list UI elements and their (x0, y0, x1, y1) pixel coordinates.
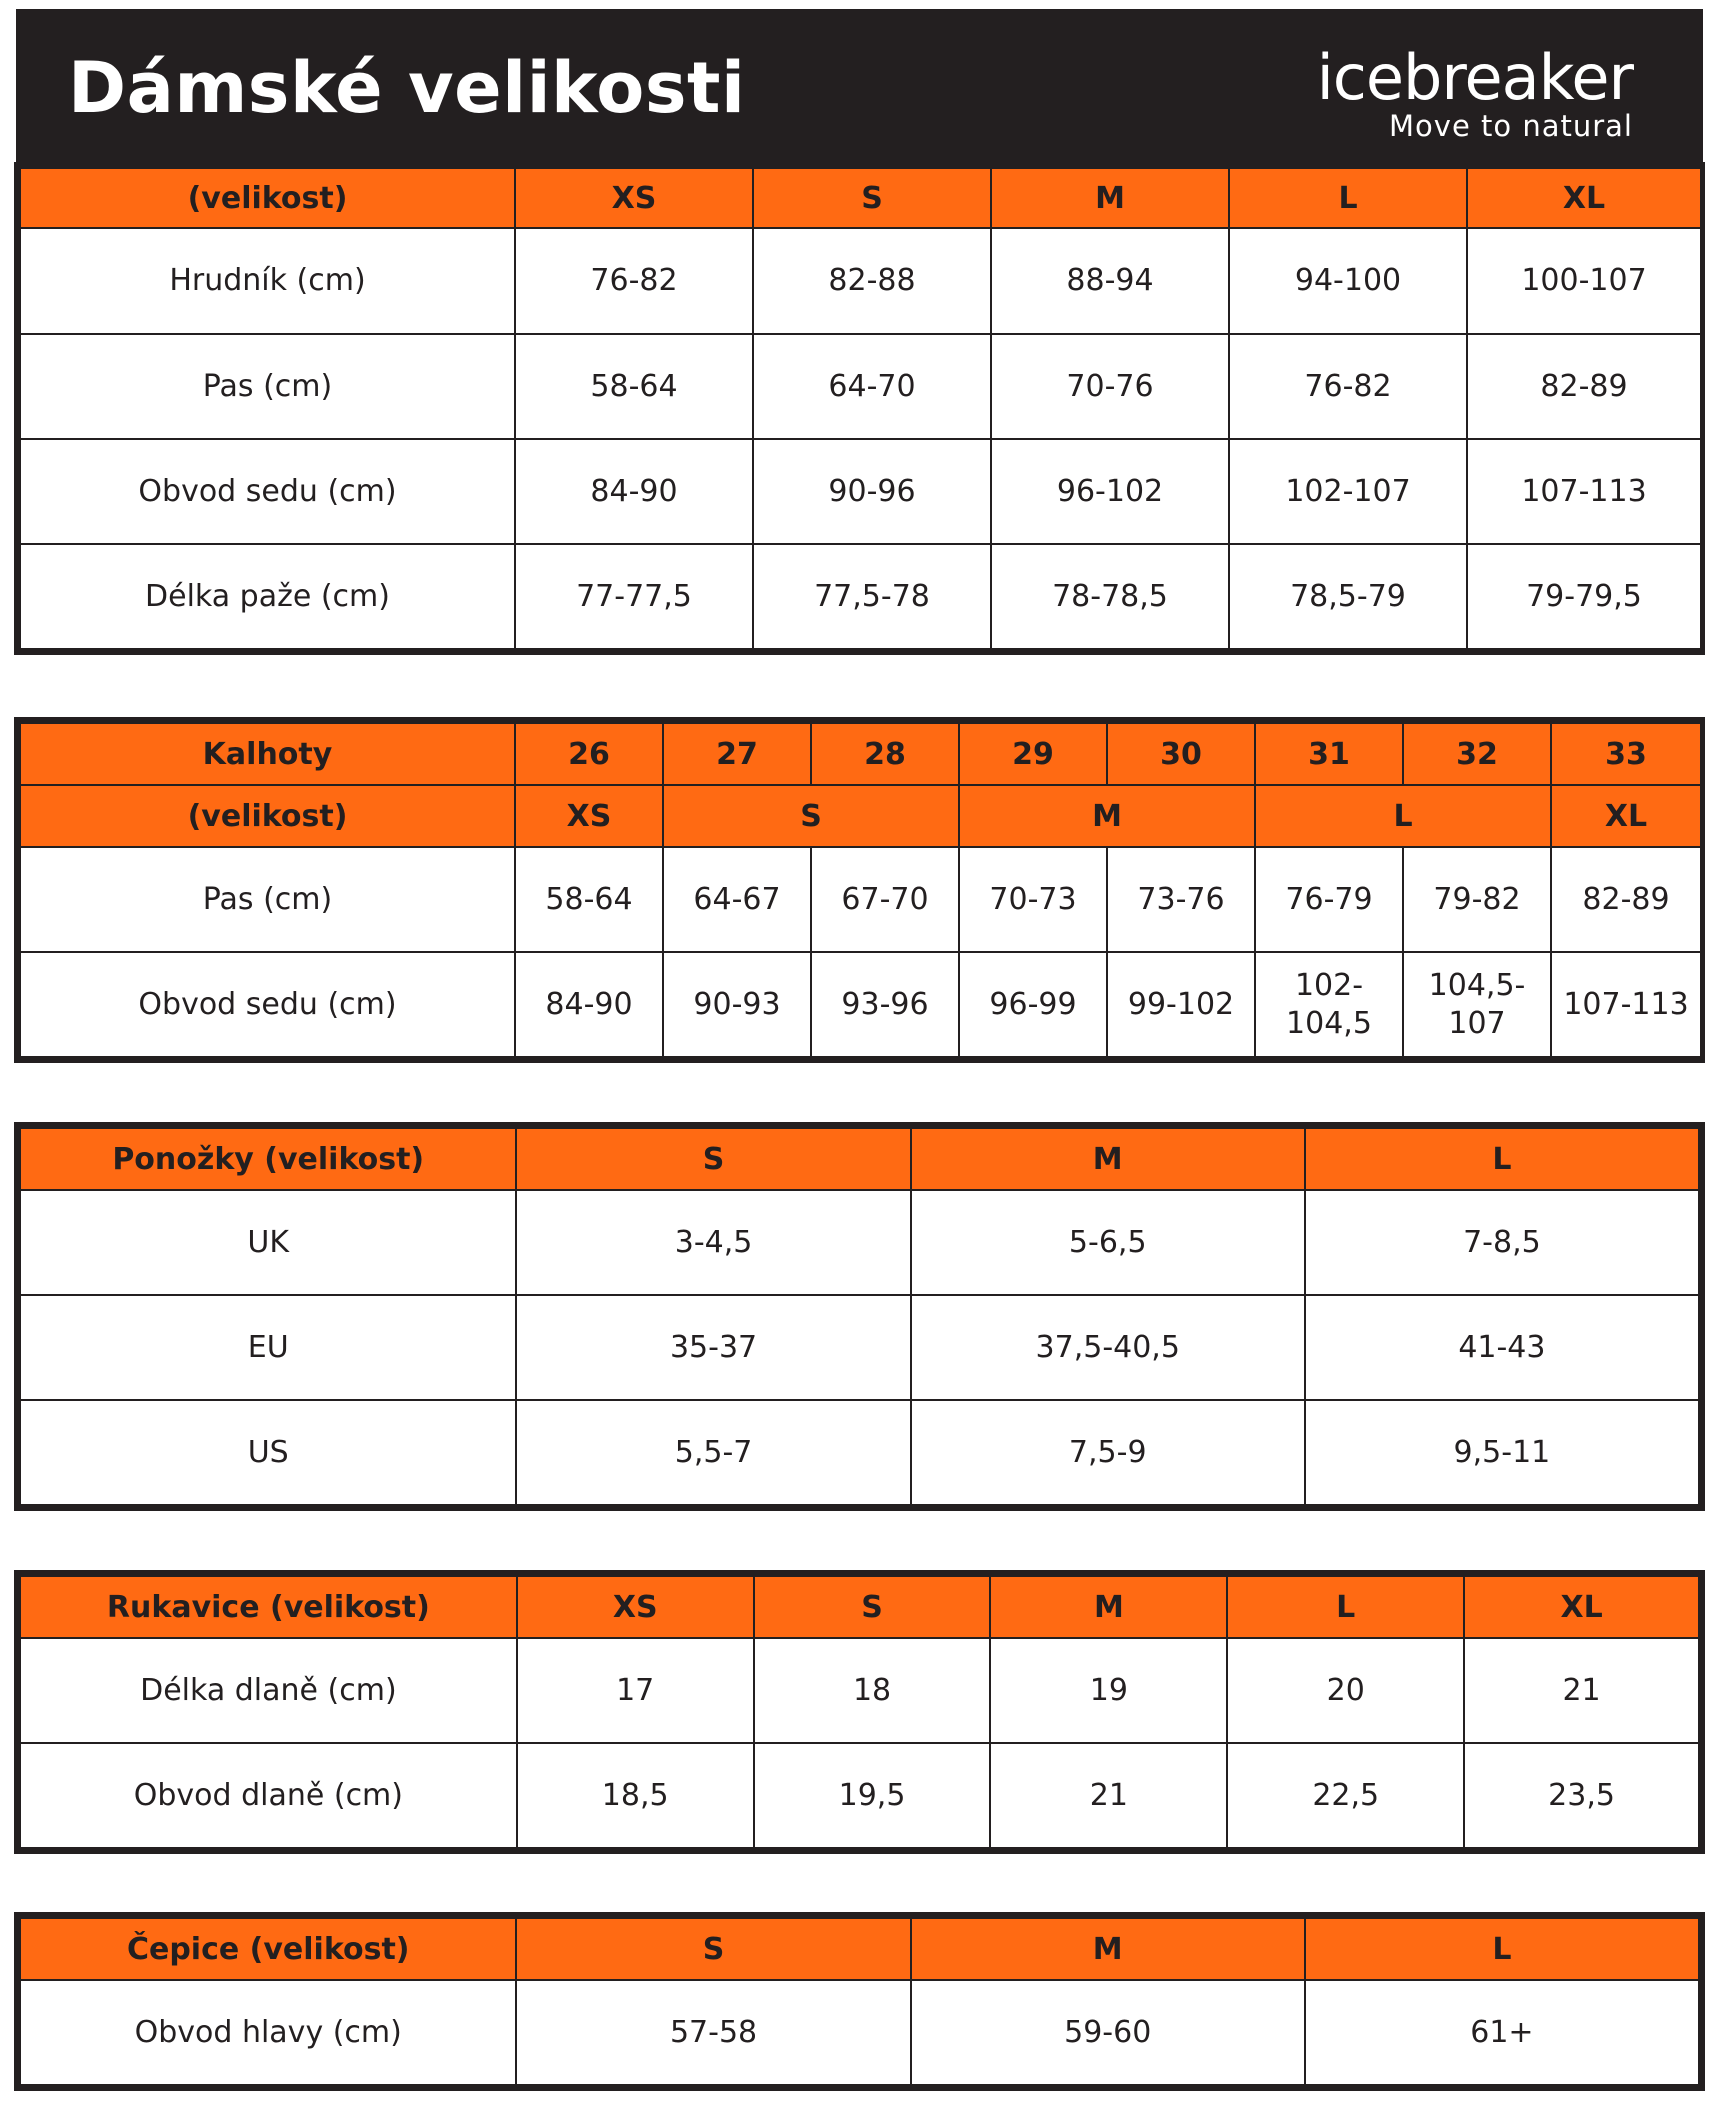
header-cell: M (990, 1576, 1227, 1638)
header-cell: S (753, 168, 991, 228)
row-label: EU (20, 1295, 516, 1400)
header-cell: XS (515, 168, 753, 228)
header-cell: S (754, 1576, 991, 1638)
brand-name: icebreaker (1316, 41, 1633, 114)
header-cell: S (516, 1128, 910, 1190)
table-cell: 76-82 (1229, 334, 1467, 439)
header-cell: 28 (811, 723, 959, 785)
table-cell: 61+ (1305, 1980, 1699, 2085)
header-cell: Kalhoty (20, 723, 515, 785)
row-label: Obvod hlavy (cm) (20, 1980, 516, 2085)
table-cell: 82-88 (753, 228, 991, 334)
table-row (20, 544, 1701, 649)
table-cell: 21 (990, 1743, 1227, 1848)
header-cell: S (663, 785, 959, 847)
table-cell: 90-96 (753, 439, 991, 544)
header-cell: L (1227, 1576, 1464, 1638)
row-label: Obvod dlaně (cm) (20, 1743, 517, 1848)
page-title: Dámské velikosti (68, 47, 746, 129)
table-row (20, 952, 1701, 1057)
header-cell: 26 (515, 723, 663, 785)
header-cell: M (911, 1128, 1305, 1190)
table-row (20, 1980, 1699, 2085)
table-cell: 107-113 (1467, 439, 1701, 544)
gloves-size-table (14, 1570, 1705, 1854)
table-cell: 79-82 (1403, 847, 1551, 952)
row-label: US (20, 1400, 516, 1505)
row-label: Obvod sedu (cm) (20, 952, 515, 1057)
header-cell: M (991, 168, 1229, 228)
header-cell: Čepice (velikost) (20, 1918, 516, 1980)
table-cell: 19,5 (754, 1743, 991, 1848)
row-label: Hrudník (cm) (20, 228, 515, 334)
header-cell: Rukavice (velikost) (20, 1576, 517, 1638)
header-cell: 32 (1403, 723, 1551, 785)
header-cell: 30 (1107, 723, 1255, 785)
row-label: Pas (cm) (20, 847, 515, 952)
table-cell: 70-73 (959, 847, 1107, 952)
table-row (20, 1400, 1699, 1505)
table-cell: 20 (1227, 1638, 1464, 1743)
table-header-row (20, 1918, 1699, 1980)
header-cell: L (1229, 168, 1467, 228)
table-cell: 93-96 (811, 952, 959, 1057)
table-cell: 18 (754, 1638, 991, 1743)
table-cell: 78-78,5 (991, 544, 1229, 649)
header-cell: XS (515, 785, 663, 847)
table-row (20, 1638, 1699, 1743)
table-cell: 58-64 (515, 334, 753, 439)
table-cell: 21 (1464, 1638, 1699, 1743)
table-cell: 76-82 (515, 228, 753, 334)
header-cell: L (1255, 785, 1551, 847)
table-cell: 67-70 (811, 847, 959, 952)
table-cell: 3-4,5 (516, 1190, 910, 1295)
table-cell: 64-70 (753, 334, 991, 439)
table-cell: 19 (990, 1638, 1227, 1743)
table-cell: 9,5-11 (1305, 1400, 1699, 1505)
table-cell: 78,5-79 (1229, 544, 1467, 649)
header-cell: Ponožky (velikost) (20, 1128, 516, 1190)
header-cell: S (516, 1918, 910, 1980)
header-cell: XS (517, 1576, 754, 1638)
table-cell: 102- 104,5 (1255, 952, 1403, 1057)
table-cell: 35-37 (516, 1295, 910, 1400)
table-cell: 104,5- 107 (1403, 952, 1551, 1057)
table-cell: 64-67 (663, 847, 811, 952)
table-cell: 37,5-40,5 (911, 1295, 1305, 1400)
header-cell: 27 (663, 723, 811, 785)
brand-logo (1316, 41, 1633, 143)
table-cell: 100-107 (1467, 228, 1701, 334)
table-row (20, 1743, 1699, 1848)
header-cell: XL (1551, 785, 1701, 847)
table-row (20, 1295, 1699, 1400)
header-cell: M (959, 785, 1255, 847)
table-cell: 102-107 (1229, 439, 1467, 544)
socks-size-table (14, 1122, 1705, 1511)
table-cell: 76-79 (1255, 847, 1403, 952)
table-header-row (20, 168, 1701, 228)
brand-tagline: Move to natural (1389, 109, 1633, 143)
table-cell: 99-102 (1107, 952, 1255, 1057)
table-header-row (20, 723, 1701, 785)
table-header-row (20, 1576, 1699, 1638)
header-cell: L (1305, 1918, 1699, 1980)
table-row (20, 439, 1701, 544)
table-cell: 17 (517, 1638, 754, 1743)
table-cell: 5,5-7 (516, 1400, 910, 1505)
row-label: Délka paže (cm) (20, 544, 515, 649)
row-label: Obvod sedu (cm) (20, 439, 515, 544)
table-cell: 77-77,5 (515, 544, 753, 649)
table-cell: 107-113 (1551, 952, 1701, 1057)
header-cell: M (911, 1918, 1305, 1980)
table-cell: 90-93 (663, 952, 811, 1057)
table-cell: 58-64 (515, 847, 663, 952)
table-cell: 41-43 (1305, 1295, 1699, 1400)
table-cell: 57-58 (516, 1980, 910, 2085)
table-cell: 84-90 (515, 439, 753, 544)
header-cell: (velikost) (20, 785, 515, 847)
table-header-row (20, 785, 1701, 847)
row-label: Délka dlaně (cm) (20, 1638, 517, 1743)
table-cell: 96-99 (959, 952, 1107, 1057)
table-cell: 82-89 (1551, 847, 1701, 952)
table-cell: 59-60 (911, 1980, 1305, 2085)
table-cell: 23,5 (1464, 1743, 1699, 1848)
table-row (20, 228, 1701, 334)
tops-size-table (14, 162, 1705, 655)
header-cell: (velikost) (20, 168, 515, 228)
hats-size-table (14, 1912, 1705, 2091)
table-cell: 73-76 (1107, 847, 1255, 952)
pants-size-table (14, 717, 1705, 1063)
header-cell: 29 (959, 723, 1107, 785)
table-cell: 7-8,5 (1305, 1190, 1699, 1295)
table-cell: 77,5-78 (753, 544, 991, 649)
table-cell: 70-76 (991, 334, 1229, 439)
page-header (16, 9, 1703, 163)
table-row (20, 847, 1701, 952)
table-cell: 96-102 (991, 439, 1229, 544)
header-cell: XL (1464, 1576, 1699, 1638)
table-cell: 22,5 (1227, 1743, 1464, 1848)
table-cell: 84-90 (515, 952, 663, 1057)
table-cell: 79-79,5 (1467, 544, 1701, 649)
table-row (20, 334, 1701, 439)
table-cell: 5-6,5 (911, 1190, 1305, 1295)
table-row (20, 1190, 1699, 1295)
table-cell: 88-94 (991, 228, 1229, 334)
header-cell: XL (1467, 168, 1701, 228)
table-cell: 18,5 (517, 1743, 754, 1848)
row-label: UK (20, 1190, 516, 1295)
header-cell: 31 (1255, 723, 1403, 785)
table-cell: 7,5-9 (911, 1400, 1305, 1505)
row-label: Pas (cm) (20, 334, 515, 439)
table-cell: 82-89 (1467, 334, 1701, 439)
table-header-row (20, 1128, 1699, 1190)
header-cell: 33 (1551, 723, 1701, 785)
header-cell: L (1305, 1128, 1699, 1190)
table-cell: 94-100 (1229, 228, 1467, 334)
